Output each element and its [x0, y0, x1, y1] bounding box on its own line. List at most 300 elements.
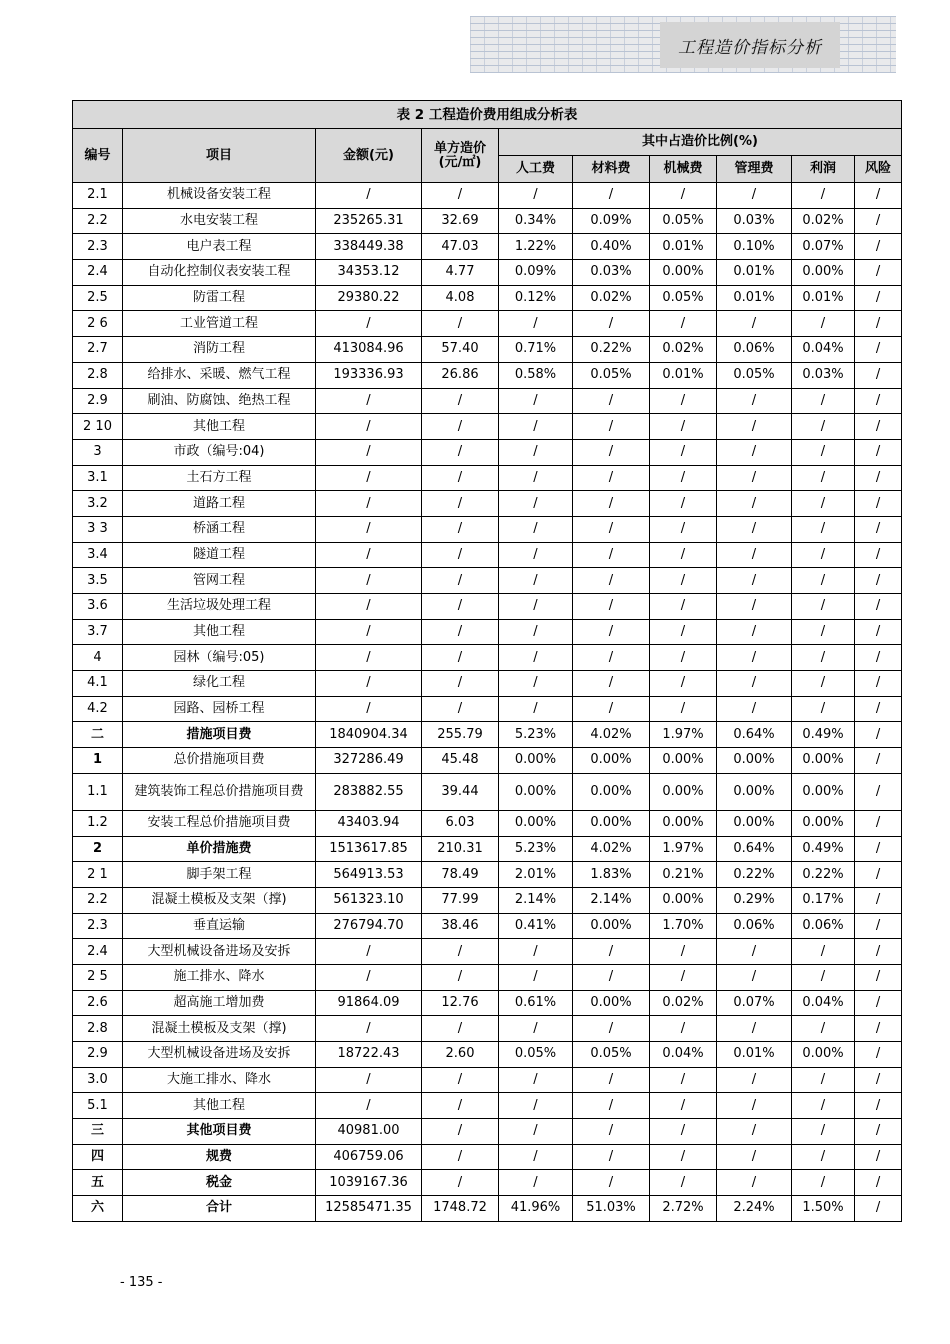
cell-management: /: [717, 645, 792, 671]
table-row: [73, 285, 902, 311]
cell-amount: 34353.12: [316, 260, 422, 286]
cell-item: 大施工排水、降水: [123, 1067, 316, 1093]
cell-unit-price: 4.08: [422, 285, 499, 311]
cell-amount: 413084.96: [316, 337, 422, 363]
cell-unit-price: /: [422, 1067, 499, 1093]
cell-code: 2.7: [73, 337, 123, 363]
cell-item: 安装工程总价措施项目费: [123, 810, 316, 836]
cell-material: 2.14%: [573, 887, 650, 913]
cell-profit: /: [792, 1119, 855, 1145]
table-row: [73, 696, 902, 722]
cell-profit: /: [792, 568, 855, 594]
cell-labor: /: [499, 439, 573, 465]
cell-profit: 0.00%: [792, 1042, 855, 1068]
cell-material: 0.05%: [573, 1042, 650, 1068]
cell-machine: 0.01%: [650, 234, 717, 260]
cell-labor: 0.00%: [499, 773, 573, 810]
cell-material: /: [573, 311, 650, 337]
cell-material: /: [573, 183, 650, 209]
cell-code: 3.2: [73, 491, 123, 517]
cell-item: 市政（编号:04): [123, 439, 316, 465]
cell-management: /: [717, 414, 792, 440]
cell-code: 3.4: [73, 542, 123, 568]
cell-amount: /: [316, 568, 422, 594]
cell-machine: /: [650, 696, 717, 722]
cell-machine: /: [650, 1067, 717, 1093]
cell-machine: /: [650, 388, 717, 414]
cell-risk: /: [855, 773, 902, 810]
cell-item: 电户表工程: [123, 234, 316, 260]
cell-unit-price: 6.03: [422, 810, 499, 836]
cell-management: /: [717, 1093, 792, 1119]
cell-risk: /: [855, 836, 902, 862]
cell-unit-price: 78.49: [422, 862, 499, 888]
cell-management: 0.05%: [717, 362, 792, 388]
cell-amount: /: [316, 671, 422, 697]
cell-material: /: [573, 671, 650, 697]
cell-labor: /: [499, 619, 573, 645]
cell-item: 单价措施费: [123, 836, 316, 862]
cell-code: 2.3: [73, 234, 123, 260]
cell-labor: /: [499, 516, 573, 542]
cell-labor: /: [499, 1119, 573, 1145]
cell-item: 其他工程: [123, 619, 316, 645]
cell-machine: /: [650, 1093, 717, 1119]
cell-material: /: [573, 696, 650, 722]
table-row: [73, 594, 902, 620]
cell-machine: /: [650, 619, 717, 645]
cell-profit: /: [792, 1170, 855, 1196]
cell-risk: /: [855, 337, 902, 363]
header-material: 材料费: [573, 156, 650, 183]
cell-unit-price: 1748.72: [422, 1196, 499, 1222]
cell-unit-price: /: [422, 439, 499, 465]
cell-code: 2.8: [73, 1016, 123, 1042]
cell-code: 2.6: [73, 990, 123, 1016]
cell-labor: /: [499, 491, 573, 517]
cell-machine: /: [650, 1144, 717, 1170]
cell-code: 2: [73, 836, 123, 862]
cell-profit: 0.00%: [792, 810, 855, 836]
table-row: [73, 722, 902, 748]
cell-material: 51.03%: [573, 1196, 650, 1222]
cell-risk: /: [855, 414, 902, 440]
header-machine: 机械费: [650, 156, 717, 183]
cell-profit: 0.03%: [792, 362, 855, 388]
cell-item: 合计: [123, 1196, 316, 1222]
cell-code: 2 10: [73, 414, 123, 440]
cell-risk: /: [855, 1170, 902, 1196]
cell-profit: 1.50%: [792, 1196, 855, 1222]
cell-management: /: [717, 619, 792, 645]
cell-amount: 283882.55: [316, 773, 422, 810]
cell-machine: /: [650, 568, 717, 594]
cell-machine: /: [650, 465, 717, 491]
cell-management: /: [717, 311, 792, 337]
cell-unit-price: /: [422, 594, 499, 620]
cell-amount: /: [316, 491, 422, 517]
header-unit-price: [422, 129, 499, 183]
cell-labor: 5.23%: [499, 722, 573, 748]
cell-risk: /: [855, 671, 902, 697]
cell-unit-price: 47.03: [422, 234, 499, 260]
cell-material: /: [573, 594, 650, 620]
cell-material: 0.09%: [573, 208, 650, 234]
cell-risk: /: [855, 939, 902, 965]
cell-profit: /: [792, 516, 855, 542]
cell-profit: 0.00%: [792, 773, 855, 810]
cell-amount: 406759.06: [316, 1144, 422, 1170]
cell-labor: 0.00%: [499, 810, 573, 836]
cell-management: /: [717, 568, 792, 594]
cell-labor: /: [499, 964, 573, 990]
table-row: [73, 516, 902, 542]
cell-management: /: [717, 388, 792, 414]
cell-material: /: [573, 542, 650, 568]
table-row: [73, 913, 902, 939]
cell-risk: /: [855, 810, 902, 836]
cell-management: /: [717, 183, 792, 209]
cell-management: /: [717, 696, 792, 722]
cell-management: 0.03%: [717, 208, 792, 234]
header-unit-price-unit: (元/㎡): [438, 154, 482, 170]
cell-amount: 276794.70: [316, 913, 422, 939]
cell-amount: /: [316, 388, 422, 414]
page-number: - 135 -: [120, 1275, 163, 1290]
cell-unit-price: 4.77: [422, 260, 499, 286]
cell-amount: /: [316, 964, 422, 990]
table-row: [73, 183, 902, 209]
cell-machine: /: [650, 439, 717, 465]
cell-management: /: [717, 964, 792, 990]
header-management: 管理费: [717, 156, 792, 183]
cell-amount: 91864.09: [316, 990, 422, 1016]
cell-profit: /: [792, 1067, 855, 1093]
cell-material: /: [573, 1119, 650, 1145]
cell-item: 税金: [123, 1170, 316, 1196]
cell-management: /: [717, 1016, 792, 1042]
cell-profit: /: [792, 671, 855, 697]
header-unit-price-label: 单方造价: [433, 140, 486, 156]
cell-machine: /: [650, 1170, 717, 1196]
cell-labor: /: [499, 414, 573, 440]
cell-management: 0.01%: [717, 260, 792, 286]
cell-labor: /: [499, 1170, 573, 1196]
cell-risk: /: [855, 439, 902, 465]
cell-management: 0.10%: [717, 234, 792, 260]
cell-material: /: [573, 439, 650, 465]
cell-code: 1.2: [73, 810, 123, 836]
cell-profit: 0.49%: [792, 836, 855, 862]
cell-amount: 1840904.34: [316, 722, 422, 748]
cell-code: 4: [73, 645, 123, 671]
cell-item: 混凝土模板及支架（撑): [123, 887, 316, 913]
cell-risk: /: [855, 183, 902, 209]
table-row: [73, 939, 902, 965]
cell-machine: /: [650, 183, 717, 209]
cell-machine: /: [650, 516, 717, 542]
cell-labor: /: [499, 1016, 573, 1042]
cell-item: 水电安装工程: [123, 208, 316, 234]
table-row: [73, 862, 902, 888]
cell-management: /: [717, 939, 792, 965]
cell-code: 3: [73, 439, 123, 465]
cell-risk: /: [855, 722, 902, 748]
cell-item: 园林（编号:05): [123, 645, 316, 671]
cell-unit-price: /: [422, 1144, 499, 1170]
cell-management: 0.29%: [717, 887, 792, 913]
cell-risk: /: [855, 1042, 902, 1068]
table-caption: 表 2 工程造价费用组成分析表: [73, 101, 902, 129]
cell-unit-price: /: [422, 491, 499, 517]
cell-amount: /: [316, 414, 422, 440]
table-row: [73, 887, 902, 913]
cell-management: /: [717, 1119, 792, 1145]
cell-risk: /: [855, 1119, 902, 1145]
cell-item: 自动化控制仪表安装工程: [123, 260, 316, 286]
cell-code: 六: [73, 1196, 123, 1222]
cell-labor: /: [499, 388, 573, 414]
cell-material: 0.02%: [573, 285, 650, 311]
cell-profit: /: [792, 964, 855, 990]
cell-unit-price: 45.48: [422, 748, 499, 774]
cell-machine: 0.05%: [650, 285, 717, 311]
cell-labor: /: [499, 1093, 573, 1119]
table-row: [73, 465, 902, 491]
cell-risk: /: [855, 748, 902, 774]
cell-unit-price: /: [422, 964, 499, 990]
cell-item: 机械设备安装工程: [123, 183, 316, 209]
header-profit: 利润: [792, 156, 855, 183]
cell-machine: 0.00%: [650, 260, 717, 286]
cell-machine: /: [650, 311, 717, 337]
cell-material: /: [573, 964, 650, 990]
table-row: [73, 234, 902, 260]
cell-profit: /: [792, 645, 855, 671]
cell-profit: /: [792, 1016, 855, 1042]
cell-material: /: [573, 619, 650, 645]
cell-material: /: [573, 388, 650, 414]
header-amount: 金额(元): [316, 129, 422, 183]
cell-code: 2.5: [73, 285, 123, 311]
cell-unit-price: /: [422, 542, 499, 568]
cell-item: 施工排水、降水: [123, 964, 316, 990]
cell-labor: 5.23%: [499, 836, 573, 862]
table-row: [73, 568, 902, 594]
cell-item: 管网工程: [123, 568, 316, 594]
table-row: [73, 439, 902, 465]
cell-unit-price: /: [422, 1119, 499, 1145]
cell-risk: /: [855, 568, 902, 594]
cell-labor: 1.22%: [499, 234, 573, 260]
cell-item: 防雷工程: [123, 285, 316, 311]
cell-risk: /: [855, 887, 902, 913]
cell-risk: /: [855, 696, 902, 722]
cell-code: 3.7: [73, 619, 123, 645]
cell-unit-price: /: [422, 388, 499, 414]
cell-risk: /: [855, 362, 902, 388]
table-row: [73, 1170, 902, 1196]
cell-management: 0.01%: [717, 285, 792, 311]
cell-item: 脚手架工程: [123, 862, 316, 888]
cell-material: 0.40%: [573, 234, 650, 260]
cell-unit-price: 39.44: [422, 773, 499, 810]
cell-unit-price: /: [422, 311, 499, 337]
header-risk: 风险: [855, 156, 902, 183]
cell-material: /: [573, 939, 650, 965]
cell-management: /: [717, 594, 792, 620]
table-row: [73, 1093, 902, 1119]
cell-labor: /: [499, 183, 573, 209]
cell-code: 2.2: [73, 887, 123, 913]
cell-profit: 0.06%: [792, 913, 855, 939]
cell-machine: 0.01%: [650, 362, 717, 388]
table-row: [73, 1067, 902, 1093]
cell-labor: 0.71%: [499, 337, 573, 363]
cell-labor: /: [499, 696, 573, 722]
cell-material: /: [573, 414, 650, 440]
cell-risk: /: [855, 594, 902, 620]
cell-amount: /: [316, 439, 422, 465]
cell-unit-price: 32.69: [422, 208, 499, 234]
cell-management: 0.07%: [717, 990, 792, 1016]
cell-item: 其他工程: [123, 1093, 316, 1119]
cell-material: /: [573, 1170, 650, 1196]
cell-management: 0.64%: [717, 722, 792, 748]
cell-code: 1: [73, 748, 123, 774]
cell-profit: /: [792, 491, 855, 517]
cell-profit: /: [792, 465, 855, 491]
cell-amount: 43403.94: [316, 810, 422, 836]
cell-unit-price: /: [422, 516, 499, 542]
cell-item: 隧道工程: [123, 542, 316, 568]
cell-material: 1.83%: [573, 862, 650, 888]
cell-labor: 0.41%: [499, 913, 573, 939]
cell-labor: 0.05%: [499, 1042, 573, 1068]
cell-risk: /: [855, 1093, 902, 1119]
cell-management: 0.06%: [717, 337, 792, 363]
table-row: [73, 260, 902, 286]
cell-item: 绿化工程: [123, 671, 316, 697]
cell-material: /: [573, 568, 650, 594]
cell-machine: /: [650, 1016, 717, 1042]
cell-risk: /: [855, 388, 902, 414]
cell-labor: 2.01%: [499, 862, 573, 888]
table-row: [73, 1016, 902, 1042]
cell-unit-price: /: [422, 414, 499, 440]
table-row: [73, 836, 902, 862]
table-row: [73, 990, 902, 1016]
cell-management: /: [717, 1067, 792, 1093]
cell-item: 大型机械设备进场及安拆: [123, 939, 316, 965]
cell-risk: /: [855, 234, 902, 260]
cell-material: /: [573, 1016, 650, 1042]
cell-amount: 29380.22: [316, 285, 422, 311]
cell-machine: /: [650, 491, 717, 517]
table-row: [73, 671, 902, 697]
cell-unit-price: 57.40: [422, 337, 499, 363]
cell-risk: /: [855, 964, 902, 990]
cell-management: 2.24%: [717, 1196, 792, 1222]
cell-unit-price: 12.76: [422, 990, 499, 1016]
cell-unit-price: /: [422, 1170, 499, 1196]
cell-code: 2.9: [73, 388, 123, 414]
table-row: [73, 810, 902, 836]
cell-profit: 0.17%: [792, 887, 855, 913]
cell-labor: /: [499, 645, 573, 671]
cell-material: 0.00%: [573, 810, 650, 836]
cell-labor: /: [499, 671, 573, 697]
cell-machine: 0.04%: [650, 1042, 717, 1068]
cell-profit: /: [792, 939, 855, 965]
cell-risk: /: [855, 1144, 902, 1170]
cell-management: 0.01%: [717, 1042, 792, 1068]
cell-code: 2.8: [73, 362, 123, 388]
cell-code: 2 1: [73, 862, 123, 888]
cell-item: 混凝土模板及支架（撑): [123, 1016, 316, 1042]
cell-risk: /: [855, 645, 902, 671]
cell-labor: /: [499, 568, 573, 594]
cell-code: 3.0: [73, 1067, 123, 1093]
cell-machine: 0.02%: [650, 337, 717, 363]
cell-risk: /: [855, 542, 902, 568]
cell-management: 0.06%: [717, 913, 792, 939]
cell-risk: /: [855, 1067, 902, 1093]
cell-item: 超高施工增加费: [123, 990, 316, 1016]
header-code: 编号: [73, 129, 123, 183]
cell-profit: 0.02%: [792, 208, 855, 234]
cell-management: /: [717, 516, 792, 542]
cell-amount: 193336.93: [316, 362, 422, 388]
cell-risk: /: [855, 208, 902, 234]
cell-profit: /: [792, 696, 855, 722]
cell-management: 0.00%: [717, 810, 792, 836]
cell-profit: /: [792, 1144, 855, 1170]
cell-profit: /: [792, 388, 855, 414]
cell-risk: /: [855, 619, 902, 645]
cell-code: 3.1: [73, 465, 123, 491]
cell-code: 2 5: [73, 964, 123, 990]
cell-amount: /: [316, 939, 422, 965]
cell-risk: /: [855, 1016, 902, 1042]
cell-amount: /: [316, 465, 422, 491]
cell-item: 道路工程: [123, 491, 316, 517]
cell-unit-price: 38.46: [422, 913, 499, 939]
cell-material: 0.22%: [573, 337, 650, 363]
cell-material: /: [573, 1067, 650, 1093]
cell-item: 消防工程: [123, 337, 316, 363]
cell-item: 建筑装饰工程总价措施项目费: [123, 773, 316, 810]
cell-code: 2.3: [73, 913, 123, 939]
cell-amount: 1513617.85: [316, 836, 422, 862]
cell-management: 0.64%: [717, 836, 792, 862]
cell-profit: 0.04%: [792, 990, 855, 1016]
cell-code: 5.1: [73, 1093, 123, 1119]
cell-profit: 0.07%: [792, 234, 855, 260]
cell-material: 0.05%: [573, 362, 650, 388]
cell-amount: /: [316, 594, 422, 620]
cell-profit: /: [792, 414, 855, 440]
cell-item: 土石方工程: [123, 465, 316, 491]
cell-material: /: [573, 491, 650, 517]
cell-unit-price: /: [422, 1093, 499, 1119]
cell-risk: /: [855, 311, 902, 337]
cell-management: /: [717, 439, 792, 465]
cell-machine: 2.72%: [650, 1196, 717, 1222]
cell-profit: /: [792, 439, 855, 465]
cell-material: /: [573, 465, 650, 491]
cell-management: /: [717, 491, 792, 517]
